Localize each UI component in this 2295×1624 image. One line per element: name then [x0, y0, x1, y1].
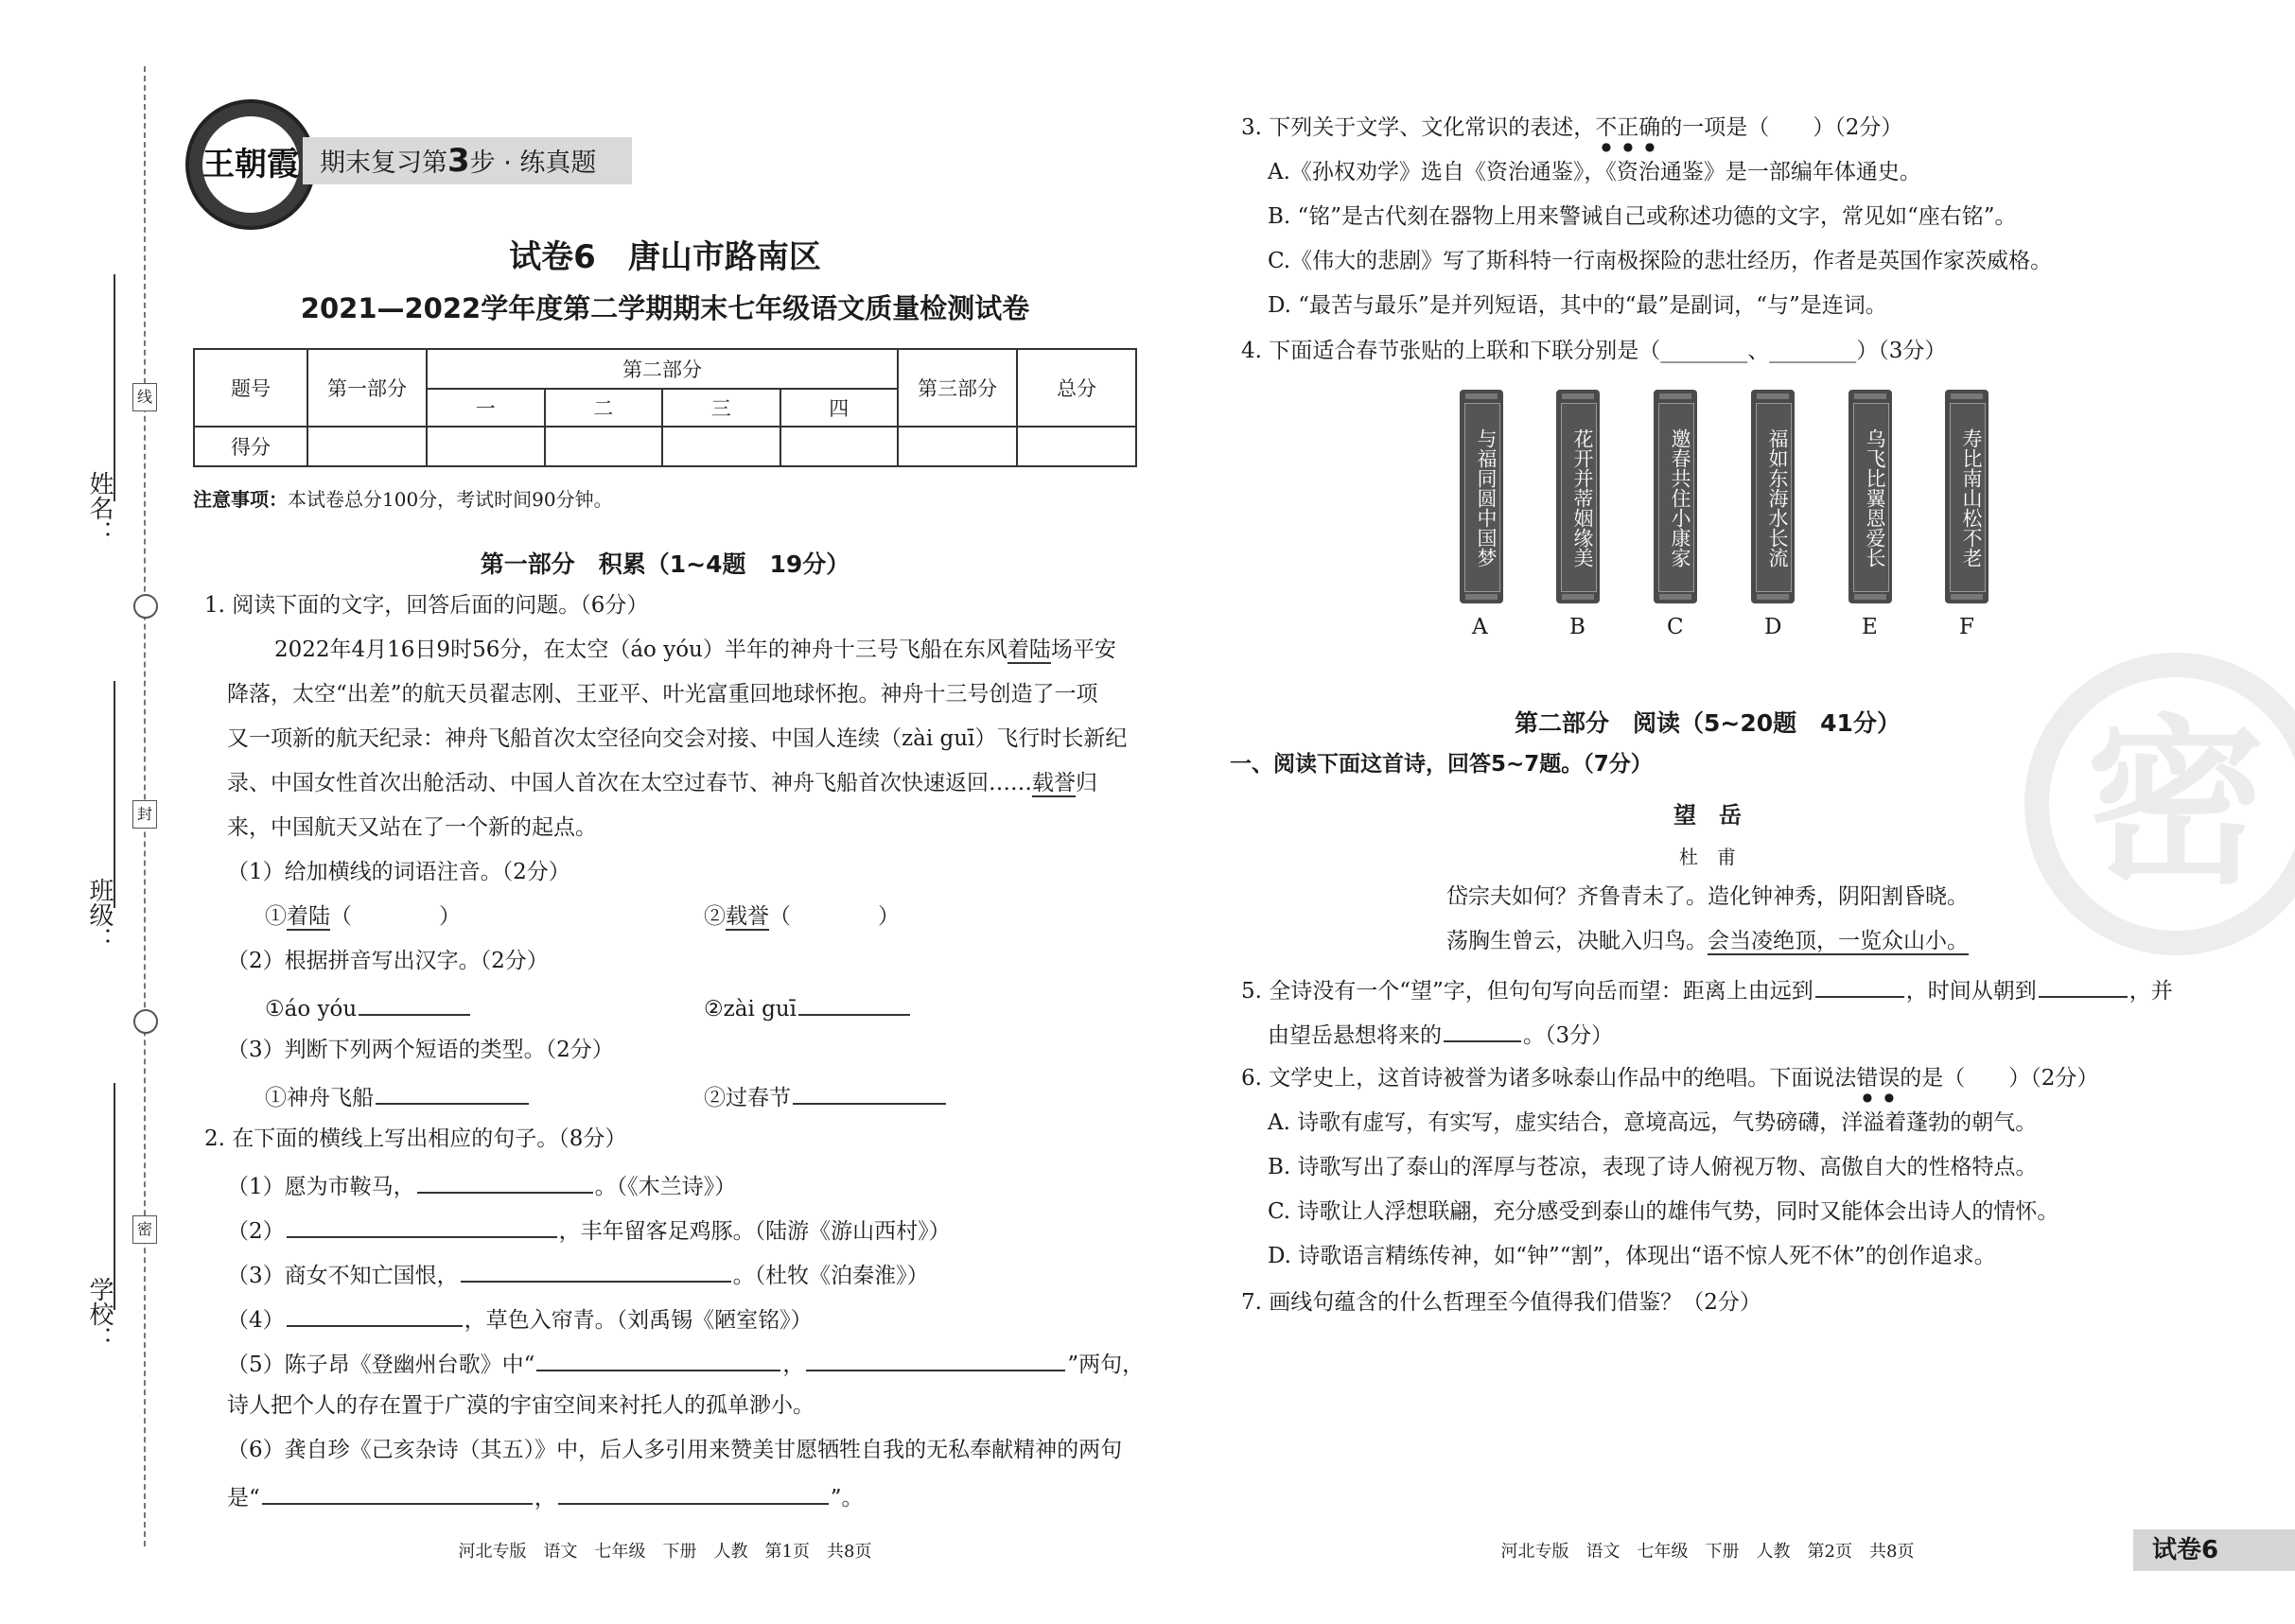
q6-option-c: C. 诗歌让人浮想联翩，充分感受到泰山的雄伟气势，同时又能体会出诗人的情怀。: [1268, 1199, 2059, 1224]
q2-item-5: [227, 1349, 1144, 1379]
exam-title: 试卷6 唐山市路南区: [509, 238, 821, 276]
item-text: 。（杜牧《泊秦淮》）: [732, 1264, 929, 1288]
notice-text: 本试卷总分100分，考试时间90分钟。: [288, 488, 613, 511]
q1-sub2: （2）根据拼音写出汉字。（2分）: [227, 949, 549, 973]
banner-text: 步 · 练真题: [469, 148, 597, 178]
q6-option-d: D. 诗歌语言精练传神，如“钟”“割”，体现出“语不惊人死不休”的创作追求。: [1268, 1244, 1996, 1268]
passage-text: 录、中国女性首次出舱活动、中国人首次在太空过春节、神舟飞船首次快速返回……: [227, 771, 1032, 795]
q5-line-2: [1268, 1020, 1613, 1050]
table-header: 总分: [1017, 349, 1136, 427]
binding-mark-xian: 线: [132, 383, 157, 411]
item-text: ，: [534, 1486, 556, 1510]
q2-item-2: [227, 1215, 951, 1246]
notice-label: 注意事项：: [193, 488, 288, 511]
score-cell[interactable]: [427, 427, 545, 466]
answer-blank[interactable]: [262, 1482, 533, 1505]
item-text: （2）: [227, 1219, 285, 1244]
item-text: （4）: [227, 1308, 285, 1333]
item-text: （1）愿为市鞍马，: [227, 1175, 415, 1199]
couplet-text: 乌飞比翼恩爱长: [1853, 403, 1889, 592]
stem-text: ，并: [2129, 979, 2173, 1004]
banner-step-number: 3: [447, 142, 470, 180]
score-table: [193, 348, 1137, 467]
q4-stem: 4. 下面适合春节张贴的上联和下联分别是（________、________）（3分）: [1241, 339, 1947, 363]
score-cell[interactable]: [898, 427, 1017, 466]
seal-watermark: 密: [2024, 653, 2295, 955]
poem-line-2: [1230, 929, 2185, 955]
stem-text: 。（3分）: [1523, 1023, 1614, 1048]
score-cell[interactable]: [662, 427, 780, 466]
q3-stem: [1241, 115, 1902, 153]
stem-text: 3. 下列关于文学、文化常识的表述，: [1241, 115, 1596, 140]
answer-blank[interactable]: [2039, 975, 2128, 998]
table-subheader: 三: [662, 389, 780, 427]
q1-sub1-b: [704, 904, 900, 931]
q6-option-b: B. 诗歌写出了泰山的浑厚与苍凉，表现了诗人俯视万物、高傲自大的性格特点。: [1268, 1155, 2038, 1179]
item-text: 。（《木兰诗》）: [594, 1175, 737, 1199]
score-cell[interactable]: [545, 427, 663, 466]
emphasis-text: 错误: [1856, 1066, 1901, 1091]
table-subheader: 二: [545, 389, 663, 427]
q2-item-6-cont: [227, 1482, 864, 1512]
couplet-text: 福如东海水长流: [1756, 403, 1792, 592]
pinyin: ①áo yóu: [265, 997, 358, 1022]
couplet-label: A: [1472, 615, 1488, 639]
poem-title: 望 岳: [1673, 802, 1742, 829]
footer-left: 河北专版 语文 七年级 下册 人教 第1页 共8页: [458, 1542, 872, 1562]
stem-text: 5. 全诗没有一个“望”字，但句句写向岳而望：距离上由远到: [1241, 979, 1813, 1004]
q3-option-d: D. “最苦与最乐”是并列短语，其中的“最”是副词，“与”是连词。: [1268, 293, 1887, 318]
score-cell[interactable]: [1017, 427, 1136, 466]
couplet-label: B: [1569, 615, 1585, 639]
q1-stem: 1. 阅读下面的文字，回答后面的问题。（6分）: [204, 593, 649, 618]
exam-number-tag: 试卷6: [2133, 1529, 2295, 1571]
q1-passage-line: [274, 637, 1116, 664]
answer-blank[interactable]: [558, 1482, 829, 1505]
answer-blank[interactable]: [417, 1171, 593, 1194]
table-header: 第一部分: [307, 349, 427, 427]
q6-stem: [1241, 1066, 2098, 1104]
answer-blank[interactable]: [1444, 1020, 1521, 1042]
passage-underlined: 载誉: [1032, 771, 1076, 795]
q2-item-6: （6）龚自珍《己亥杂诗（其五）》中，后人多引用来赞美甘愿牺牲自我的无私奉献精神的两句: [227, 1438, 1123, 1462]
table-subheader: 四: [780, 389, 899, 427]
phrase: ①神舟飞船: [265, 1086, 374, 1110]
answer-blank[interactable]: [376, 1082, 529, 1105]
stem-text: 的一项是（ ）（2分）: [1660, 115, 1903, 140]
answer-paren[interactable]: （ ）: [330, 904, 461, 929]
binding-hole-icon: [133, 1009, 158, 1034]
item-text: ，草色入帘青。（刘禹锡《陋室铭》）: [464, 1308, 813, 1333]
answer-blank[interactable]: [287, 1215, 557, 1238]
poem-author: 杜 甫: [1679, 846, 1736, 868]
phrase: ②过春节: [704, 1086, 791, 1110]
q1-passage-line: 来，中国航天又站在了一个新的起点。: [227, 815, 597, 840]
answer-paren[interactable]: （ ）: [769, 904, 900, 929]
answer-blank[interactable]: [287, 1304, 463, 1327]
q1-sub1-a: [265, 904, 461, 931]
answer-blank[interactable]: [461, 1260, 731, 1283]
couplet-c: [1654, 390, 1697, 603]
poem-text: 荡胸生曾云，决眦入归鸟。: [1446, 929, 1708, 953]
q1-sub1: （1）给加横线的词语注音。（2分）: [227, 860, 570, 884]
couplet-text: 邀春共住小康家: [1658, 403, 1694, 592]
footer-right: 河北专版 语文 七年级 下册 人教 第2页 共8页: [1500, 1542, 1915, 1562]
q7-stem: 7. 画线句蕴含的什么哲理至今值得我们借鉴？（2分）: [1241, 1290, 1761, 1315]
stem-text: 由望岳悬想将来的: [1268, 1023, 1442, 1048]
couplet-f: [1945, 390, 1988, 603]
option-number: ①: [265, 904, 287, 929]
couplet-e: [1848, 390, 1892, 603]
class-label: 班级：: [85, 878, 114, 952]
pinyin: ②zài guī: [704, 997, 797, 1022]
q2-item-4: [227, 1304, 813, 1335]
q2-item-5-cont: 诗人把个人的存在置于广漠的宇宙空间来衬托人的孤单渺小。: [227, 1393, 815, 1418]
q1-passage-line: 降落，太空“出差”的航天员翟志刚、王亚平、叶光富重回地球怀抱。神舟十三号创造了一项: [227, 682, 1098, 707]
name-label: 姓名：: [85, 471, 114, 545]
couplet-b: [1556, 390, 1600, 603]
score-cell[interactable]: [307, 427, 427, 466]
binding-hole-icon: [133, 594, 158, 619]
couplet-text: 花开并蒂姻缘美: [1561, 403, 1597, 592]
table-header: 第二部分: [427, 349, 898, 389]
item-text: ，: [782, 1353, 805, 1377]
stem-text: ，时间从朝到: [1905, 979, 2037, 1004]
item-text: （5）陈子昂《登幽州台歌》中“: [227, 1353, 535, 1377]
q6-option-a: A. 诗歌有虚写，有实写，虚实结合，意境高远，气势磅礴，洋溢着蓬勃的朝气。: [1268, 1110, 2038, 1135]
passage-text: 场平安: [1050, 637, 1116, 662]
part2-title: 第二部分 阅读（5~20题 41分）: [1515, 709, 1901, 737]
couplet-text: 寿比南山松不老: [1950, 403, 1986, 592]
binding-mark-feng: 封: [132, 800, 157, 829]
couplet-d: [1751, 390, 1795, 603]
couplet-text: 与福同圆中国梦: [1464, 403, 1500, 592]
couplet-a: [1460, 390, 1503, 603]
poem-underlined: 会当凌绝顶，一览众山小。: [1708, 929, 1969, 953]
couplet-label: D: [1764, 615, 1782, 639]
q2-item-3: [227, 1260, 929, 1290]
banner-text: 期末复习第: [320, 148, 447, 178]
answer-blank[interactable]: [359, 993, 470, 1016]
passage-text: 2022年4月16日9时56分，在太空（áo yóu）半年的神舟十三号飞船在东风: [274, 637, 1007, 662]
table-header: 题号: [194, 349, 307, 427]
couplet-label: E: [1862, 615, 1878, 639]
name-line: [114, 274, 115, 501]
q2-stem: 2. 在下面的横线上写出相应的句子。（8分）: [204, 1126, 627, 1151]
item-text: 是“: [227, 1486, 260, 1510]
logo-text: 王朝霞: [202, 116, 299, 213]
school-line: [114, 1083, 115, 1310]
exam-subtitle: 2021—2022学年度第二学期期末七年级语文质量检测试卷: [300, 292, 1030, 324]
passage-underlined: 着陆: [1007, 637, 1051, 662]
item-text: ，丰年留客足鸡豚。（陆游《游山西村》）: [558, 1219, 951, 1244]
option-number: ②: [704, 904, 726, 929]
q3-option-a: A.《孙权劝学》选自《资治通鉴》，《资治通鉴》是一部编年体通史。: [1268, 160, 1921, 184]
table-subheader: 一: [427, 389, 545, 427]
answer-blank[interactable]: [536, 1349, 780, 1371]
answer-blank[interactable]: [1815, 975, 1904, 998]
part1-title: 第一部分 积累（1~4题 19分）: [480, 550, 850, 578]
item-text: ”两句，: [1067, 1353, 1145, 1377]
q1-sub3-a: [265, 1082, 531, 1112]
brand-logo: [185, 99, 316, 230]
table-row-label: 得分: [194, 427, 307, 466]
couplet-label: F: [1959, 615, 1974, 639]
answer-blank[interactable]: [793, 1082, 946, 1105]
stem-text: 6. 文学史上，这首诗被誉为诸多咏泰山作品中的绝唱。下面说法: [1241, 1066, 1857, 1091]
q5-line-1: [1241, 975, 2173, 1005]
notice: [193, 488, 613, 511]
passage-text: 归: [1076, 771, 1097, 795]
stem-text: 的是（ ）（2分）: [1900, 1066, 2099, 1091]
item-text: （3）商女不知亡国恨，: [227, 1264, 459, 1288]
q1-passage-line: 又一项新的航天纪录：神舟飞船首次太空径向交会对接、中国人连续（zài guī）飞行时长新纪: [227, 726, 1128, 751]
class-line: [114, 681, 115, 908]
table-header: 第三部分: [898, 349, 1017, 427]
couplet-label: C: [1667, 615, 1684, 639]
school-label: 学校：: [85, 1277, 114, 1351]
score-cell[interactable]: [780, 427, 899, 466]
binding-mark-mi: 密: [132, 1215, 157, 1244]
q3-option-c: C.《伟大的悲剧》写了斯科特一行南极探险的悲壮经历，作者是英国作家茨威格。: [1268, 249, 2053, 273]
section-1-title: 一、阅读下面这首诗，回答5~7题。（7分）: [1230, 752, 1653, 777]
emphasis-text: 不正确: [1595, 115, 1661, 140]
q2-item-1: [227, 1171, 736, 1201]
q1-sub3-b: [704, 1082, 948, 1112]
answer-blank[interactable]: [806, 1349, 1065, 1371]
q1-sub2-b: [704, 993, 912, 1023]
header-banner: [303, 137, 632, 184]
poem-line-1: 岱宗夫如何？齐鲁青未了。造化钟神秀，阴阳割昏晓。: [1446, 884, 1969, 909]
q1-sub3: （3）判断下列两个短语的类型。（2分）: [227, 1038, 614, 1062]
q3-option-b: B. “铭”是古代刻在器物上用来警诫自己或称述功德的文字，常见如“座右铭”。: [1268, 204, 2017, 229]
answer-blank[interactable]: [798, 993, 910, 1016]
q1-sub2-a: [265, 993, 472, 1023]
q1-passage-line: [227, 771, 1097, 797]
underlined-word: 着陆: [287, 904, 330, 929]
underlined-word: 载誉: [726, 904, 769, 929]
item-text: ”。: [830, 1486, 864, 1510]
